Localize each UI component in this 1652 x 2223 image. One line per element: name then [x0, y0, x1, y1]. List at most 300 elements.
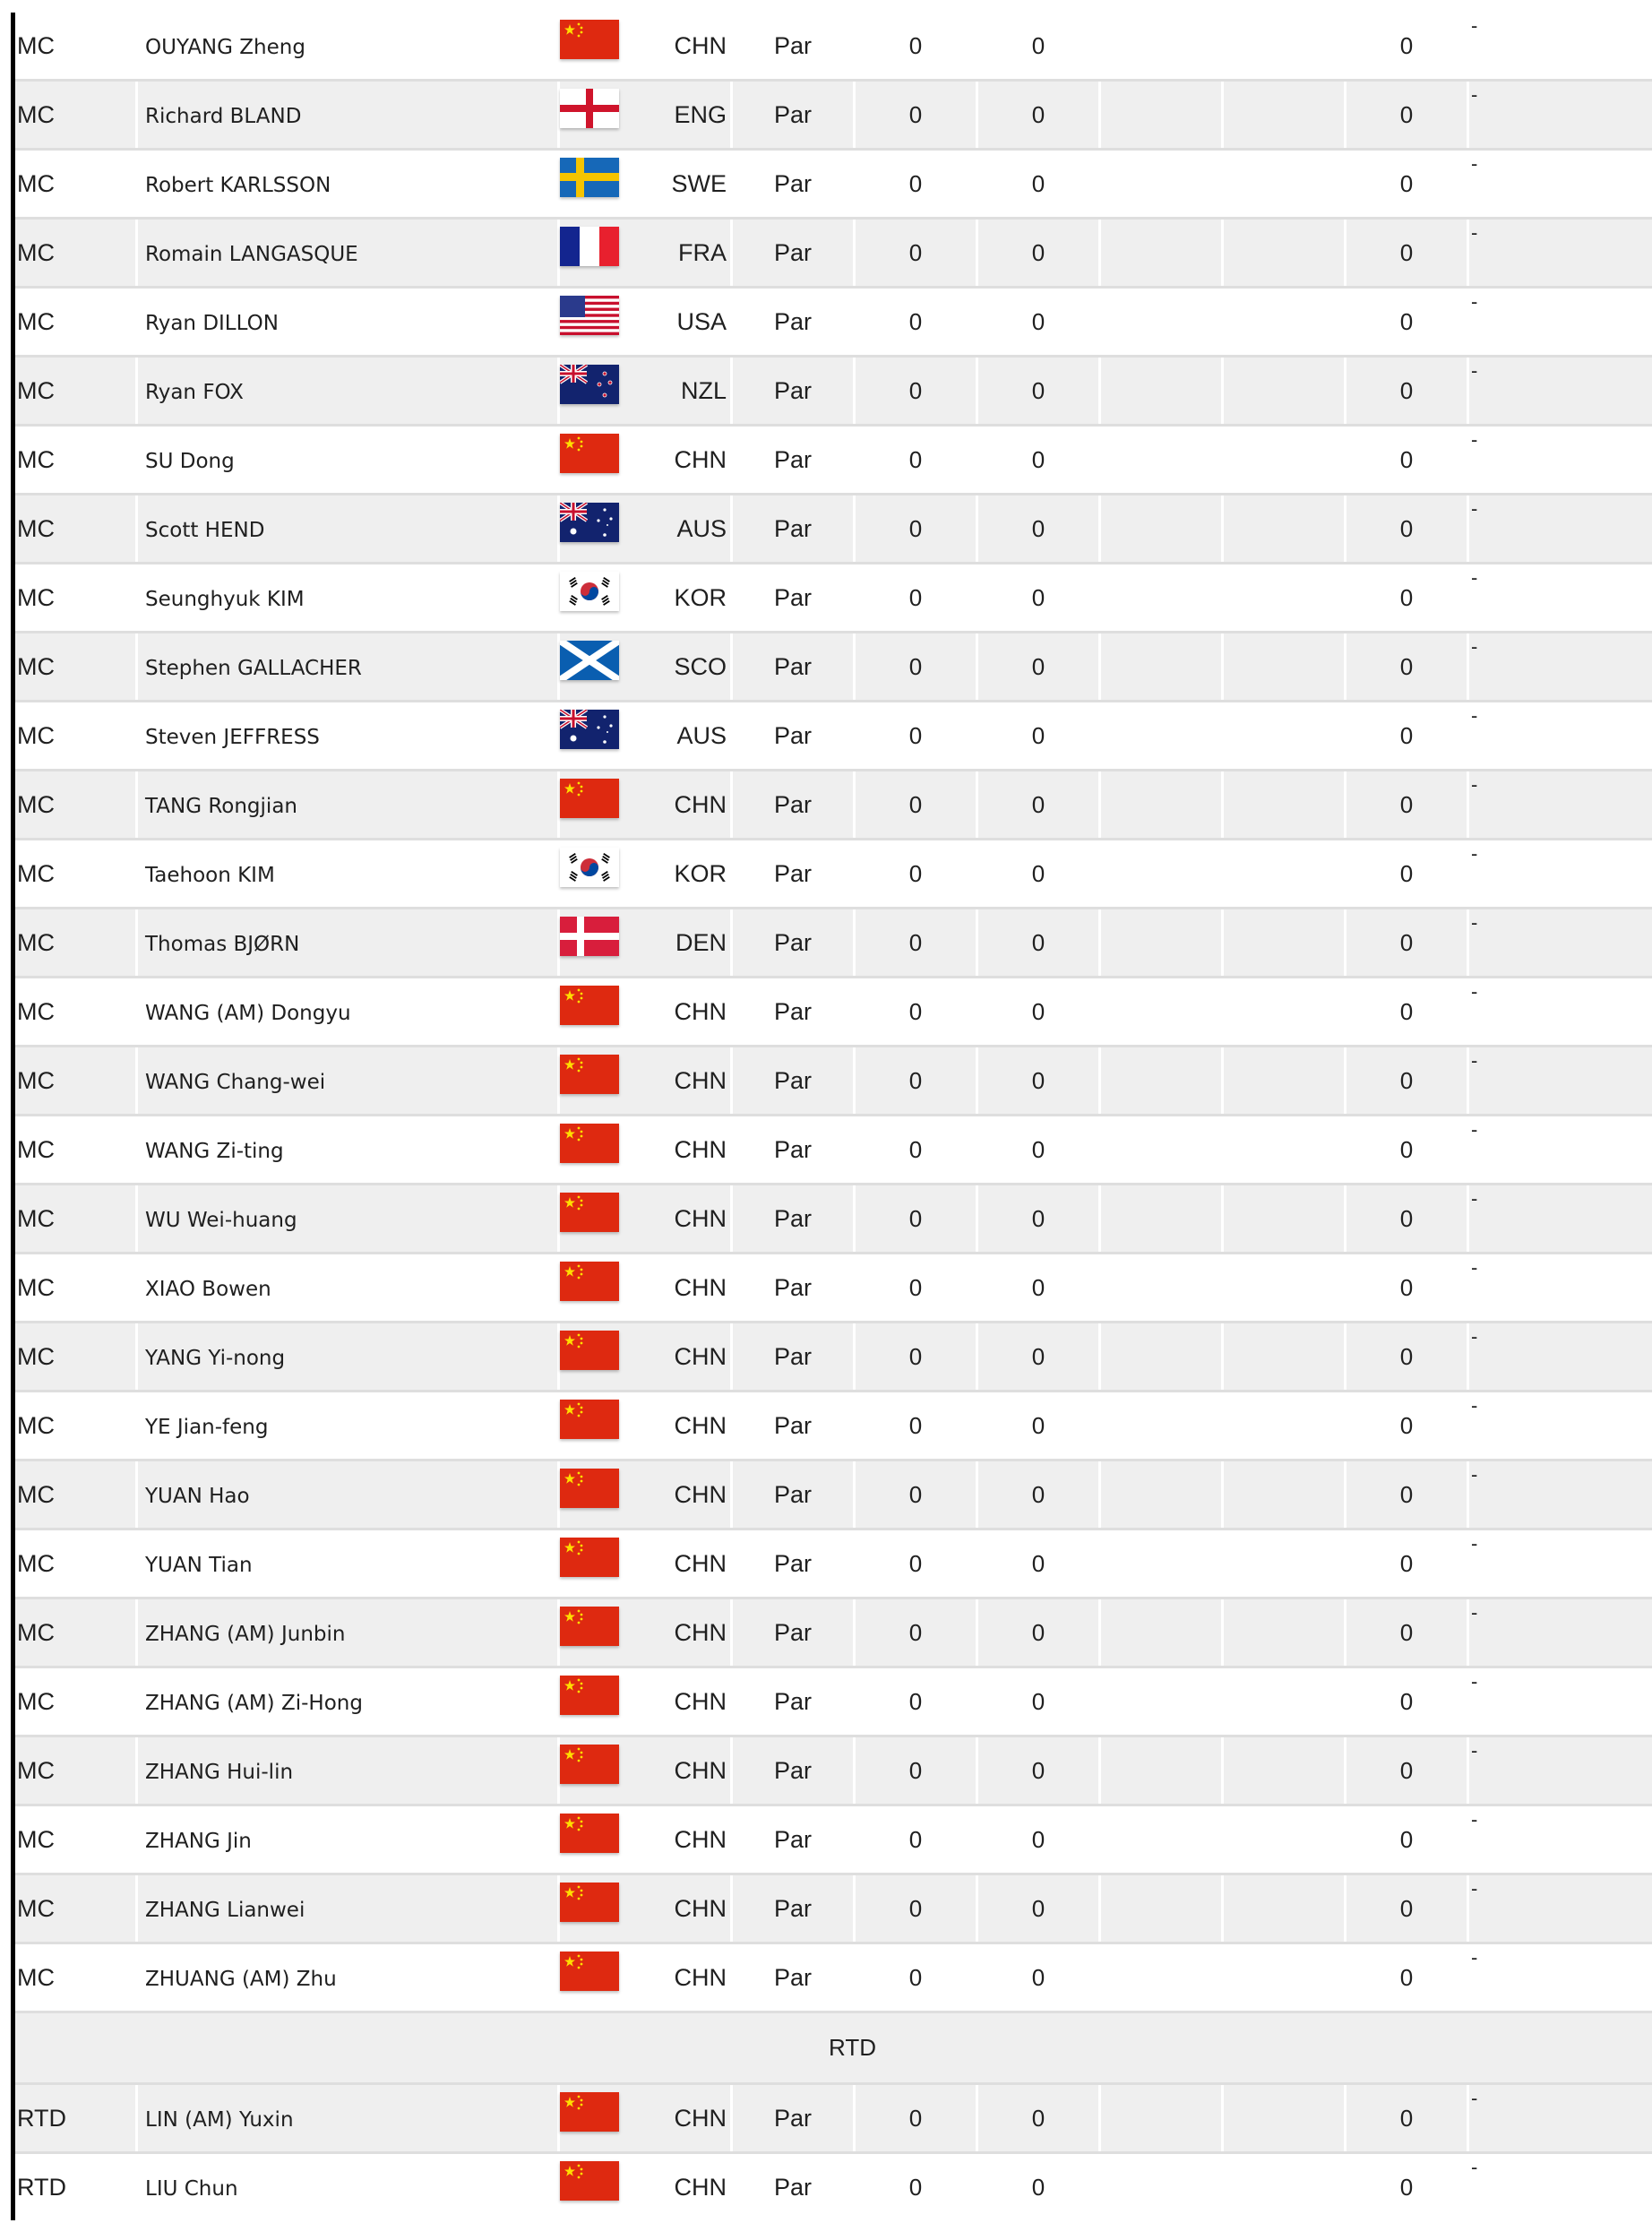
total-score: 0: [1347, 289, 1467, 355]
round-2-score: 0: [978, 220, 1098, 286]
australia-flag-icon: [560, 503, 619, 542]
extra-cell: -: [1469, 1047, 1652, 1114]
total-score: 0: [1347, 1737, 1467, 1804]
position-cell: MC: [15, 564, 135, 631]
player-row[interactable]: [15, 631, 1652, 700]
position-cell: MC: [15, 978, 135, 1045]
china-flag-icon: [560, 1193, 619, 1232]
round-3-score: [1101, 13, 1221, 79]
country-code: CHN: [674, 1687, 727, 1715]
china-flag-icon: [560, 1331, 619, 1370]
player-name-link[interactable]: Taehoon KIM: [138, 840, 557, 907]
round-1-score: 0: [856, 1323, 976, 1390]
total-score: 0: [1347, 1185, 1467, 1252]
player-row[interactable]: [15, 838, 1652, 907]
total-score: 0: [1347, 840, 1467, 907]
round-4-score: [1224, 1599, 1344, 1666]
position-cell: MC: [15, 633, 135, 700]
extra-cell: -: [1469, 289, 1652, 355]
player-row[interactable]: [15, 1528, 1652, 1597]
leaderboard-table: [11, 13, 1652, 2220]
round-1-score: 0: [856, 151, 976, 217]
player-row[interactable]: [15, 1321, 1652, 1390]
country-code: CHN: [674, 1549, 727, 1577]
player-name-link[interactable]: TANG Rongjian: [138, 771, 557, 838]
total-score: 0: [1347, 1599, 1467, 1666]
country-cell: [560, 909, 730, 976]
total-score: 0: [1347, 564, 1467, 631]
player-name-link[interactable]: Ryan DILLON: [138, 289, 557, 355]
player-name-link[interactable]: ZHANG Lianwei: [138, 1875, 557, 1942]
china-flag-icon: [560, 986, 619, 1025]
total-score: 0: [1347, 2154, 1467, 2220]
score-to-par: Par: [733, 13, 853, 79]
extra-cell: -: [1469, 1530, 1652, 1597]
round-4-score: [1224, 2085, 1344, 2151]
country-code: CHN: [674, 1066, 727, 1094]
position-cell: MC: [15, 13, 135, 79]
country-code: CHN: [674, 31, 727, 59]
round-1-score: 0: [856, 978, 976, 1045]
round-3-score: [1101, 1254, 1221, 1321]
player-row[interactable]: [15, 562, 1652, 631]
round-2-score: 0: [978, 289, 1098, 355]
country-code: CHN: [674, 997, 727, 1025]
country-code: FRA: [678, 238, 727, 266]
position-cell: MC: [15, 220, 135, 286]
player-row[interactable]: [15, 1804, 1652, 1873]
position-cell: RTD: [15, 2085, 135, 2151]
round-2-score: 0: [978, 2154, 1098, 2220]
country-cell: [560, 564, 730, 631]
player-name-link[interactable]: YANG Yi-nong: [138, 1323, 557, 1390]
score-to-par: Par: [733, 1806, 853, 1873]
round-2-score: 0: [978, 358, 1098, 424]
player-row[interactable]: [15, 217, 1652, 286]
total-score: 0: [1347, 1806, 1467, 1873]
total-score: 0: [1347, 82, 1467, 148]
country-cell: [560, 220, 730, 286]
player-row[interactable]: [15, 1597, 1652, 1666]
china-flag-icon: [560, 434, 619, 473]
round-1-score: 0: [856, 1875, 976, 1942]
extra-cell: -: [1469, 1599, 1652, 1666]
player-row[interactable]: [15, 148, 1652, 217]
round-3-score: [1101, 978, 1221, 1045]
round-2-score: 0: [978, 1461, 1098, 1528]
player-row[interactable]: [15, 1183, 1652, 1252]
player-name-link[interactable]: LIU Chun: [138, 2154, 557, 2220]
player-name-link[interactable]: Seunghyuk KIM: [138, 564, 557, 631]
country-cell: [560, 1185, 730, 1252]
player-name-link[interactable]: YUAN Tian: [138, 1530, 557, 1597]
player-row[interactable]: [15, 1942, 1652, 2011]
china-flag-icon: [560, 1400, 619, 1439]
score-to-par: Par: [733, 358, 853, 424]
country-cell: [560, 427, 730, 493]
total-score: 0: [1347, 151, 1467, 217]
player-name-link[interactable]: OUYANG Zheng: [138, 13, 557, 79]
china-flag-icon: [560, 1538, 619, 1577]
player-row[interactable]: [15, 1666, 1652, 1735]
player-name-link[interactable]: Robert KARLSSON: [138, 151, 557, 217]
country-code: CHN: [674, 1135, 727, 1163]
total-score: 0: [1347, 702, 1467, 769]
score-to-par: Par: [733, 1737, 853, 1804]
round-3-score: [1101, 633, 1221, 700]
player-row[interactable]: [15, 79, 1652, 148]
round-3-score: [1101, 564, 1221, 631]
score-to-par: Par: [733, 151, 853, 217]
score-to-par: Par: [733, 1047, 853, 1114]
extra-cell: -: [1469, 358, 1652, 424]
player-name-link[interactable]: WANG Chang-wei: [138, 1047, 557, 1114]
round-3-score: [1101, 289, 1221, 355]
round-2-score: 0: [978, 1116, 1098, 1183]
round-3-score: [1101, 1047, 1221, 1114]
round-1-score: 0: [856, 2085, 976, 2151]
player-row[interactable]: [15, 2151, 1652, 2220]
round-4-score: [1224, 1530, 1344, 1597]
round-1-score: 0: [856, 220, 976, 286]
round-1-score: 0: [856, 1116, 976, 1183]
position-cell: MC: [15, 1737, 135, 1804]
position-cell: MC: [15, 1875, 135, 1942]
round-1-score: 0: [856, 1047, 976, 1114]
score-to-par: Par: [733, 1599, 853, 1666]
country-cell: [560, 1875, 730, 1942]
score-to-par: Par: [733, 564, 853, 631]
round-2-score: 0: [978, 771, 1098, 838]
extra-cell: -: [1469, 1875, 1652, 1942]
player-name-link[interactable]: LIN (AM) Yuxin: [138, 2085, 557, 2151]
round-1-score: 0: [856, 909, 976, 976]
score-to-par: Par: [733, 1116, 853, 1183]
extra-cell: -: [1469, 151, 1652, 217]
player-row[interactable]: [15, 769, 1652, 838]
country-cell: [560, 1944, 730, 2011]
china-flag-icon: [560, 1469, 619, 1508]
player-row[interactable]: [15, 1735, 1652, 1804]
extra-cell: -: [1469, 1116, 1652, 1183]
korea-flag-icon: [560, 572, 619, 611]
china-flag-icon: [560, 20, 619, 59]
score-to-par: Par: [733, 427, 853, 493]
country-cell: [560, 633, 730, 700]
player-row[interactable]: [15, 1045, 1652, 1114]
round-1-score: 0: [856, 564, 976, 631]
round-1-score: 0: [856, 1668, 976, 1735]
extra-cell: -: [1469, 13, 1652, 79]
round-1-score: 0: [856, 427, 976, 493]
country-code: CHN: [674, 445, 727, 473]
position-cell: MC: [15, 909, 135, 976]
extra-cell: -: [1469, 1254, 1652, 1321]
player-name-link[interactable]: ZHANG Hui-lin: [138, 1737, 557, 1804]
position-cell: MC: [15, 702, 135, 769]
country-cell: [560, 2154, 730, 2220]
round-4-score: [1224, 1668, 1344, 1735]
round-1-score: 0: [856, 1806, 976, 1873]
china-flag-icon: [560, 1952, 619, 1991]
player-name-link[interactable]: YE Jian-feng: [138, 1392, 557, 1459]
round-4-score: [1224, 82, 1344, 148]
country-cell: [560, 13, 730, 79]
score-to-par: Par: [733, 771, 853, 838]
round-2-score: 0: [978, 82, 1098, 148]
round-1-score: 0: [856, 1461, 976, 1528]
position-cell: MC: [15, 1392, 135, 1459]
total-score: 0: [1347, 427, 1467, 493]
position-cell: MC: [15, 358, 135, 424]
score-to-par: Par: [733, 1392, 853, 1459]
position-cell: MC: [15, 82, 135, 148]
extra-cell: -: [1469, 495, 1652, 562]
round-1-score: 0: [856, 1599, 976, 1666]
round-2-score: 0: [978, 702, 1098, 769]
player-name-link[interactable]: Ryan FOX: [138, 358, 557, 424]
extra-cell: -: [1469, 840, 1652, 907]
england-flag-icon: [560, 89, 619, 128]
player-name-link[interactable]: WU Wei-huang: [138, 1185, 557, 1252]
country-cell: [560, 289, 730, 355]
country-cell: [560, 1047, 730, 1114]
country-code: KOR: [674, 583, 727, 611]
score-to-par: Par: [733, 633, 853, 700]
country-code: CHN: [674, 1342, 727, 1370]
player-name-link[interactable]: Steven JEFFRESS: [138, 702, 557, 769]
australia-flag-icon: [560, 710, 619, 749]
score-to-par: Par: [733, 82, 853, 148]
total-score: 0: [1347, 771, 1467, 838]
round-2-score: 0: [978, 909, 1098, 976]
player-name-link[interactable]: WANG (AM) Dongyu: [138, 978, 557, 1045]
country-cell: [560, 2085, 730, 2151]
extra-cell: -: [1469, 82, 1652, 148]
round-3-score: [1101, 2154, 1221, 2220]
country-cell: [560, 1116, 730, 1183]
player-name-link[interactable]: Stephen GALLACHER: [138, 633, 557, 700]
round-4-score: [1224, 13, 1344, 79]
player-name-link[interactable]: ZHANG (AM) Junbin: [138, 1599, 557, 1666]
round-4-score: [1224, 1392, 1344, 1459]
score-to-par: Par: [733, 495, 853, 562]
round-1-score: 0: [856, 1737, 976, 1804]
round-4-score: [1224, 702, 1344, 769]
player-name-link[interactable]: Romain LANGASQUE: [138, 220, 557, 286]
round-3-score: [1101, 1461, 1221, 1528]
total-score: 0: [1347, 1392, 1467, 1459]
player-row[interactable]: [15, 1114, 1652, 1183]
round-3-score: [1101, 1944, 1221, 2011]
round-4-score: [1224, 1116, 1344, 1183]
country-code: NZL: [680, 376, 727, 404]
player-name-link[interactable]: Scott HEND: [138, 495, 557, 562]
total-score: 0: [1347, 358, 1467, 424]
round-4-score: [1224, 220, 1344, 286]
player-name-link[interactable]: Richard BLAND: [138, 82, 557, 148]
score-to-par: Par: [733, 1254, 853, 1321]
round-4-score: [1224, 909, 1344, 976]
country-code: AUS: [676, 721, 727, 749]
round-3-score: [1101, 220, 1221, 286]
player-row[interactable]: [15, 1390, 1652, 1459]
round-2-score: 0: [978, 1392, 1098, 1459]
section-label: RTD: [829, 2034, 876, 2061]
country-code: CHN: [674, 2104, 727, 2132]
round-2-score: 0: [978, 2085, 1098, 2151]
score-to-par: Par: [733, 1875, 853, 1942]
round-1-score: 0: [856, 702, 976, 769]
total-score: 0: [1347, 220, 1467, 286]
round-2-score: 0: [978, 633, 1098, 700]
player-row[interactable]: [15, 286, 1652, 355]
player-name-link[interactable]: YUAN Hao: [138, 1461, 557, 1528]
extra-cell: -: [1469, 978, 1652, 1045]
round-4-score: [1224, 495, 1344, 562]
country-code: CHN: [674, 1963, 727, 1991]
china-flag-icon: [560, 1055, 619, 1094]
round-4-score: [1224, 1461, 1344, 1528]
round-3-score: [1101, 771, 1221, 838]
player-row[interactable]: [15, 355, 1652, 424]
score-to-par: Par: [733, 840, 853, 907]
player-name-link[interactable]: ZHANG Jin: [138, 1806, 557, 1873]
country-code: KOR: [674, 859, 727, 887]
country-cell: [560, 1392, 730, 1459]
round-3-score: [1101, 702, 1221, 769]
round-4-score: [1224, 358, 1344, 424]
player-row[interactable]: [15, 1252, 1652, 1321]
extra-cell: -: [1469, 427, 1652, 493]
extra-cell: -: [1469, 771, 1652, 838]
round-1-score: 0: [856, 633, 976, 700]
country-code: CHN: [674, 790, 727, 818]
total-score: 0: [1347, 1047, 1467, 1114]
china-flag-icon: [560, 1883, 619, 1922]
position-cell: MC: [15, 1323, 135, 1390]
score-to-par: Par: [733, 1530, 853, 1597]
country-code: CHN: [674, 1480, 727, 1508]
total-score: 0: [1347, 1323, 1467, 1390]
round-2-score: 0: [978, 978, 1098, 1045]
extra-cell: -: [1469, 220, 1652, 286]
player-row[interactable]: [15, 700, 1652, 769]
round-4-score: [1224, 1185, 1344, 1252]
player-row[interactable]: [15, 1459, 1652, 1528]
player-row[interactable]: [15, 1873, 1652, 1942]
player-row[interactable]: [15, 13, 1652, 79]
player-row[interactable]: [15, 2082, 1652, 2151]
china-flag-icon: [560, 1676, 619, 1715]
player-row[interactable]: [15, 424, 1652, 493]
round-1-score: 0: [856, 1392, 976, 1459]
country-code: USA: [676, 307, 727, 335]
section-header-rtd: [15, 2011, 1652, 2082]
player-name-link[interactable]: WANG Zi-ting: [138, 1116, 557, 1183]
round-2-score: 0: [978, 427, 1098, 493]
player-name-link[interactable]: SU Dong: [138, 427, 557, 493]
round-3-score: [1101, 2085, 1221, 2151]
extra-cell: -: [1469, 1806, 1652, 1873]
china-flag-icon: [560, 2161, 619, 2201]
total-score: 0: [1347, 1875, 1467, 1942]
china-flag-icon: [560, 1607, 619, 1646]
player-name-link[interactable]: XIAO Bowen: [138, 1254, 557, 1321]
country-cell: [560, 1668, 730, 1735]
player-name-link[interactable]: ZHANG (AM) Zi-Hong: [138, 1668, 557, 1735]
round-4-score: [1224, 151, 1344, 217]
round-1-score: 0: [856, 1254, 976, 1321]
round-1-score: 0: [856, 13, 976, 79]
country-cell: [560, 151, 730, 217]
round-2-score: 0: [978, 840, 1098, 907]
round-4-score: [1224, 1047, 1344, 1114]
position-cell: MC: [15, 1116, 135, 1183]
round-4-score: [1224, 2154, 1344, 2220]
round-4-score: [1224, 1737, 1344, 1804]
position-cell: RTD: [15, 2154, 135, 2220]
round-2-score: 0: [978, 1944, 1098, 2011]
round-3-score: [1101, 427, 1221, 493]
round-2-score: 0: [978, 1599, 1098, 1666]
round-1-score: 0: [856, 1944, 976, 2011]
round-4-score: [1224, 1944, 1344, 2011]
usa-flag-icon: [560, 296, 619, 335]
position-cell: MC: [15, 289, 135, 355]
country-code: CHN: [674, 1894, 727, 1922]
extra-cell: -: [1469, 633, 1652, 700]
total-score: 0: [1347, 1461, 1467, 1528]
country-code: CHN: [674, 1204, 727, 1232]
country-cell: [560, 358, 730, 424]
position-cell: MC: [15, 1461, 135, 1528]
china-flag-icon: [560, 779, 619, 818]
extra-cell: -: [1469, 2154, 1652, 2220]
player-name-link[interactable]: Thomas BJØRN: [138, 909, 557, 976]
round-3-score: [1101, 82, 1221, 148]
round-3-score: [1101, 1530, 1221, 1597]
round-1-score: 0: [856, 840, 976, 907]
position-cell: MC: [15, 771, 135, 838]
round-3-score: [1101, 840, 1221, 907]
round-4-score: [1224, 427, 1344, 493]
player-row[interactable]: [15, 976, 1652, 1045]
player-row[interactable]: [15, 907, 1652, 976]
player-row[interactable]: [15, 493, 1652, 562]
player-name-link[interactable]: ZHUANG (AM) Zhu: [138, 1944, 557, 2011]
china-flag-icon: [560, 1262, 619, 1301]
country-code: SWE: [671, 169, 727, 197]
country-code: AUS: [676, 514, 727, 542]
round-3-score: [1101, 1806, 1221, 1873]
total-score: 0: [1347, 633, 1467, 700]
country-cell: [560, 1323, 730, 1390]
extra-cell: -: [1469, 1185, 1652, 1252]
round-4-score: [1224, 978, 1344, 1045]
country-cell: [560, 702, 730, 769]
round-3-score: [1101, 1116, 1221, 1183]
round-2-score: 0: [978, 1530, 1098, 1597]
extra-cell: -: [1469, 702, 1652, 769]
round-4-score: [1224, 564, 1344, 631]
total-score: 0: [1347, 1668, 1467, 1735]
round-2-score: 0: [978, 1185, 1098, 1252]
score-to-par: Par: [733, 909, 853, 976]
extra-cell: -: [1469, 1392, 1652, 1459]
position-cell: MC: [15, 1047, 135, 1114]
country-cell: [560, 1806, 730, 1873]
